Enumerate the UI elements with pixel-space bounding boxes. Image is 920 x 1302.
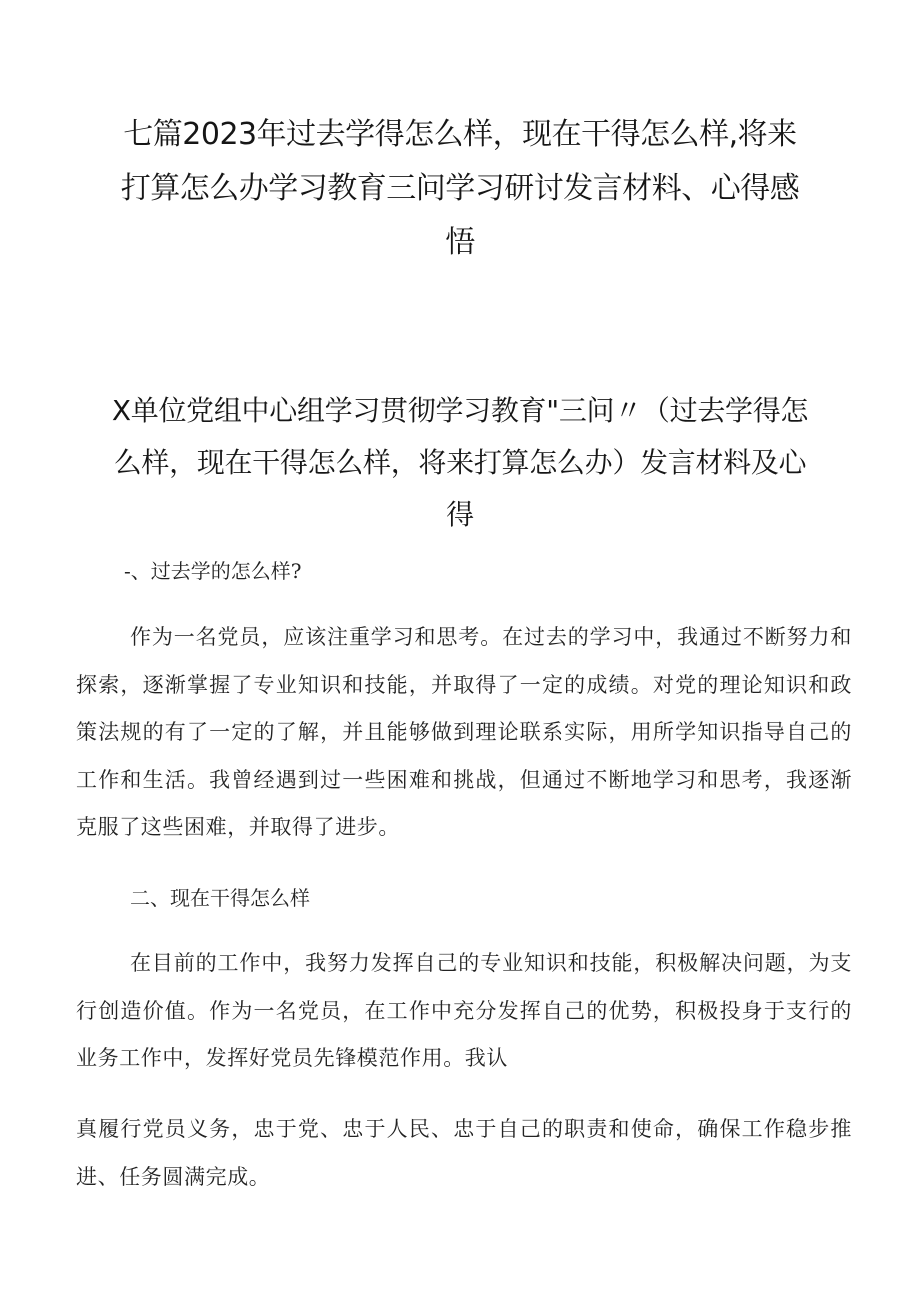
paragraph-current-work-continued: 真履行党员义务，忠于党、忠于人民、忠于自己的职责和使命，确保工作稳步推进、任务圆满完成。 <box>76 1117 852 1189</box>
document-title: 七篇2023年过去学得怎么样，现在干得怎么样,将来打算怎么办学习教育三问学习研讨发言材料、心得感悟 <box>120 117 800 260</box>
paragraph-current-work: 在目前的工作中，我努力发挥自己的专业知识和技能，积极解决问题，为支行创造价值。作为一名党员，在工作中充分发挥自己的优势，积极投身于支行的业务工作中，发挥好党员先锋模范作用。我认 <box>76 951 852 1070</box>
section-heading-current-work: 二、现在干得怎么样 <box>130 886 310 910</box>
document-subtitle: X单位党组中心组学习贯彻学习教育"三问〃（过去学得怎么样，现在干得怎么样，将来打算怎么办）发言材料及心得 <box>111 394 809 531</box>
paragraph-past-study: 作为一名党员，应该注重学习和思考。在过去的学习中，我通过不断努力和探索，逐渐掌握了专业知识和技能，并取得了一定的成绩。对党的理论知识和政策法规的有了一定的了解，并且能够做到理论联系实际，用所学知识指导自己的工作和生活。我曾经遇到过一些困难和挑战，但通过不断地学习和思考，我逐渐克服了这些困难，并取得了进步。 <box>76 625 852 839</box>
section-heading-past-study: -、过去学的怎么样? <box>124 559 302 583</box>
